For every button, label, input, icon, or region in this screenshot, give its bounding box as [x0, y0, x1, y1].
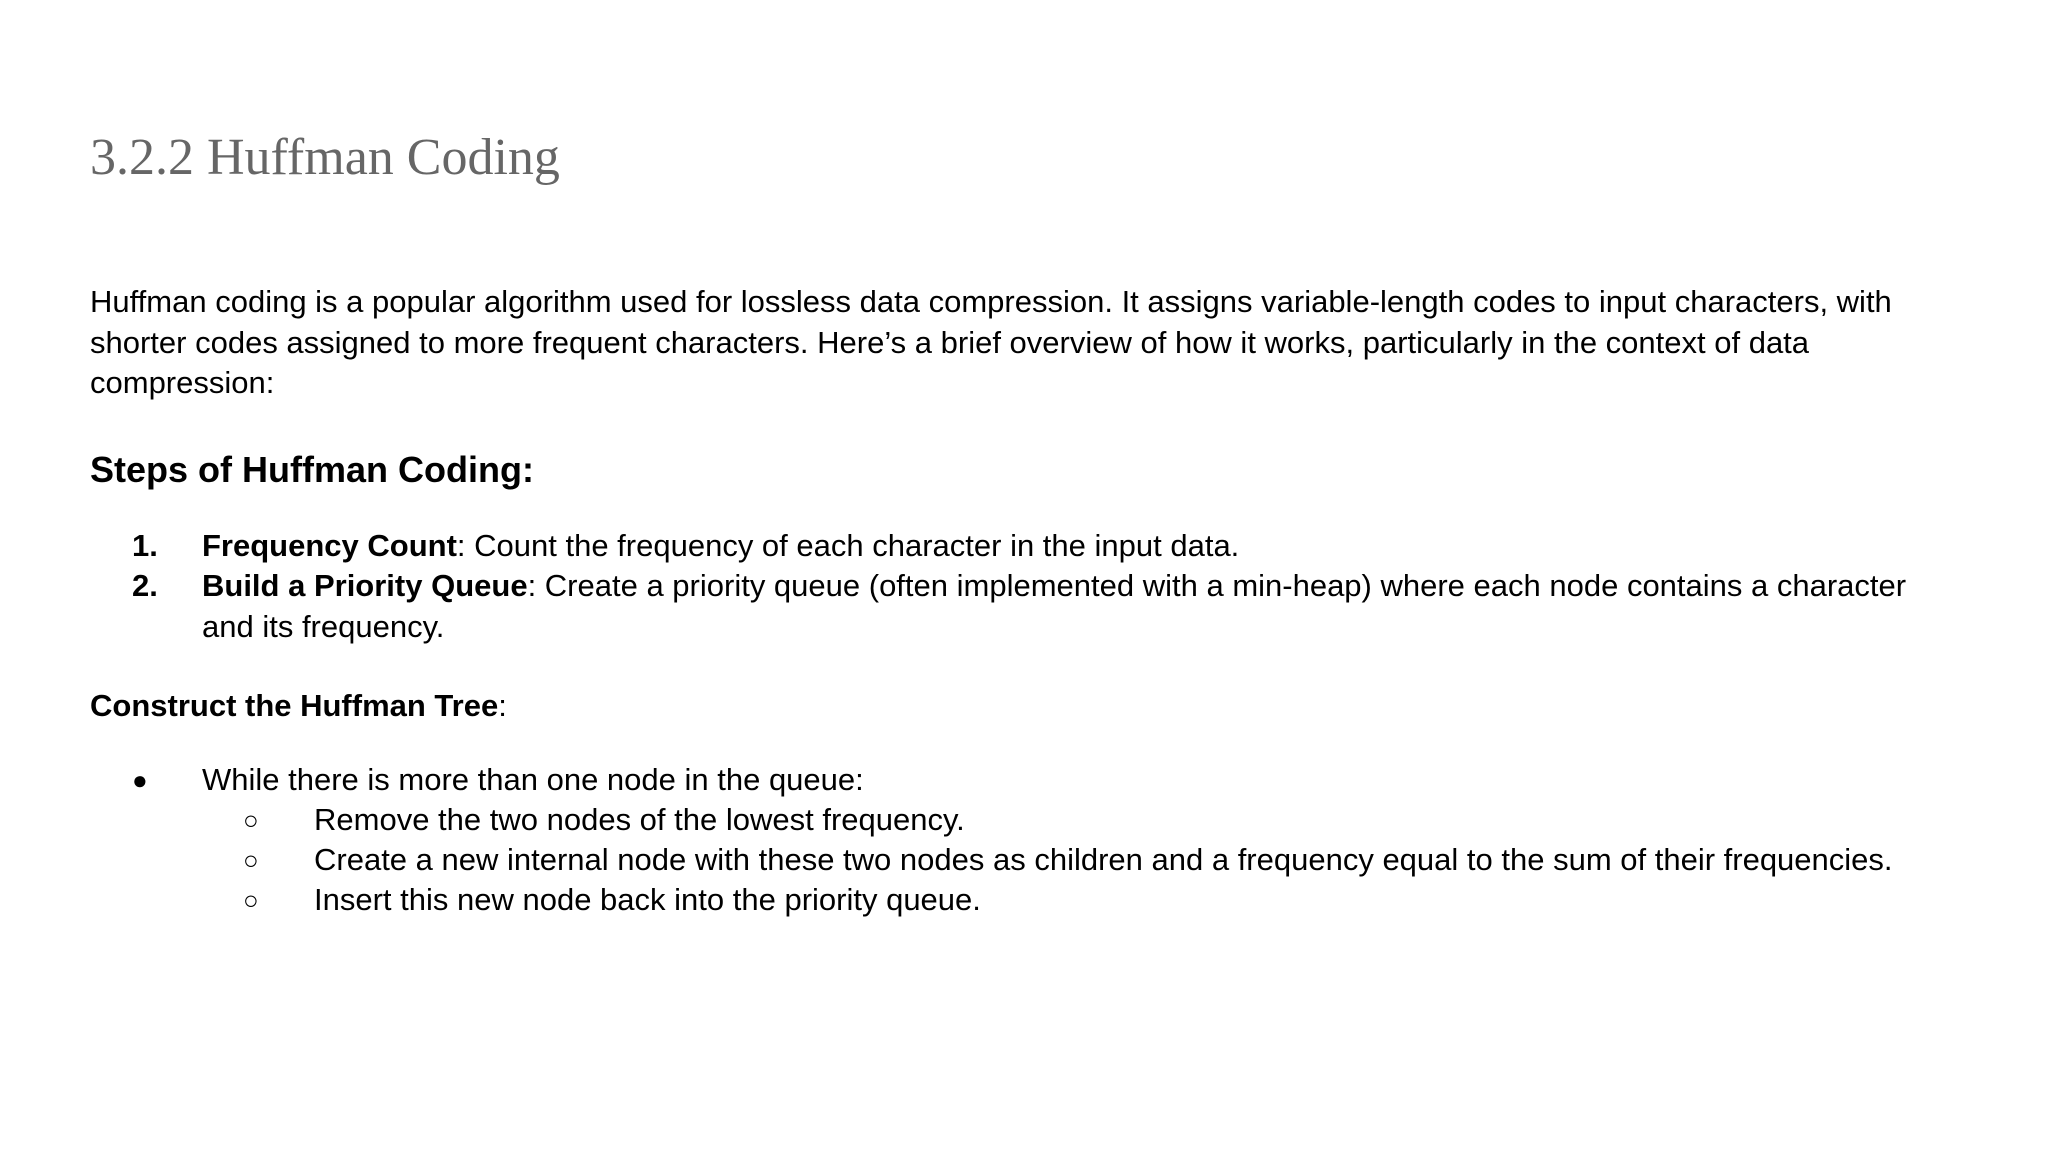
construct-suffix: :	[498, 688, 507, 723]
intro-line: shorter codes assigned to more frequent characters. Here’s a brief overview of how it works, particularly in the context of data	[90, 324, 1810, 360]
sub-bullet-text: Insert this new node back into the priority queue.	[314, 882, 981, 917]
bullet-marker: ●	[132, 765, 148, 795]
list-item-term: Frequency Count	[202, 528, 457, 563]
list-number: 2.	[132, 568, 158, 603]
sub-bullet-text: Create a new internal node with these two nodes as children and a frequency equal to the sum of their frequencies.	[314, 842, 1893, 877]
list-item-body	[202, 526, 2048, 567]
sub-bullet-marker: ○	[243, 805, 259, 835]
list-number: 1.	[132, 528, 158, 563]
steps-heading: Steps of Huffman Coding:	[90, 449, 534, 490]
intro-line: compression:	[90, 365, 275, 400]
intro-line: Huffman coding is a popular algorithm used for lossless data compression. It assigns variable-length codes to input characters, with	[90, 284, 1892, 319]
list-item-text: : Create a priority queue (often implemented with a min-heap) where each node contains a character	[527, 568, 1907, 603]
document-page	[90, 0, 1990, 1152]
sub-bullet-text: Remove the two nodes of the lowest frequency.	[314, 802, 965, 837]
list-item-line	[202, 526, 2048, 567]
list-item-line	[202, 566, 2048, 607]
bullet-text: While there is more than one node in the queue:	[202, 762, 864, 797]
construct-term: Construct the Huffman Tree	[90, 688, 499, 723]
list-item-text: : Count the frequency of each character in the input data.	[456, 528, 1240, 563]
list-item-continuation: and its frequency.	[202, 608, 445, 644]
sub-bullet-marker: ○	[243, 845, 259, 875]
construct-heading	[90, 686, 507, 727]
list-item-body	[202, 566, 2048, 647]
section-title: 3.2.2 Huffman Coding	[90, 129, 560, 186]
list-item-term: Build a Priority Queue	[202, 568, 528, 603]
sub-bullet-marker: ○	[243, 885, 259, 915]
intro-paragraph	[90, 282, 1970, 404]
